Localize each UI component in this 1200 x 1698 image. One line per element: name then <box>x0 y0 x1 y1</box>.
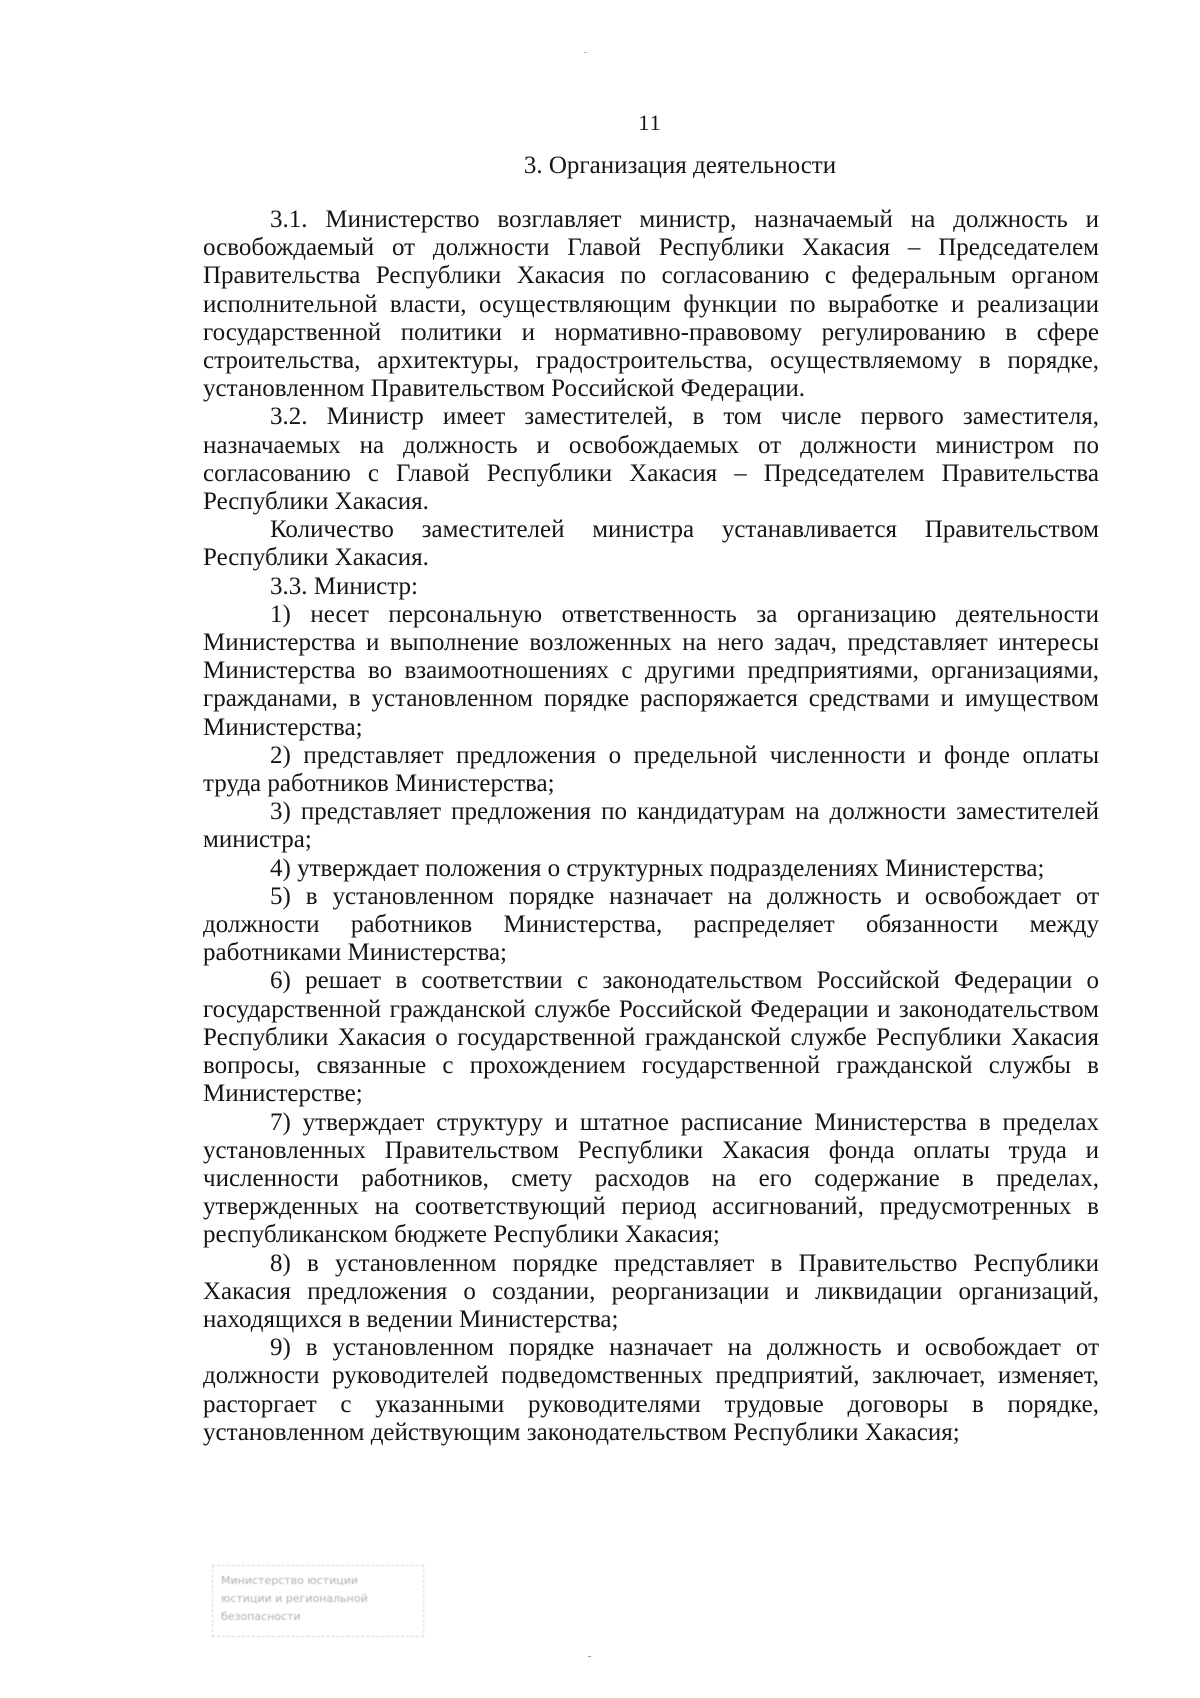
section-title: 3. Организация деятельности <box>523 152 837 179</box>
list-item-8: 8) в установленном порядке представляет в Правительство Республики Хакасия предложения о создании, реорганизации и ликвидации организаций, находящихся в ведении Министерства; <box>203 1249 1099 1333</box>
paragraph-3-2: 3.2. Министр имеет заместителей, в том числе первого заместителя, назначаемых на должность и освобождаемых от должности министром по согласованию с Главой Республики Хакасия – Председателем Правительства Республики Хакасия. <box>203 403 1099 516</box>
list-item-4: 4) утверждает положения о структурных подразделениях Министерства; <box>270 854 1045 882</box>
paragraph-3-1: 3.1. Министерство возглавляет министр, назначаемый на должность и освобождаемый от должности Главой Республики Хакасия – Председателем Правительства Республики Хакасия по согласованию с федеральным органом исполнительной власти, осуществляющим функции по выработке и реализации государственной политики и нормативно-правовому регулированию в сфере строительства, архитектуры, градостроительства, осуществляемому в порядке, установленном Правительством Российской Федерации. <box>203 206 1099 403</box>
list-item-3: 3) представляет предложения по кандидатурам на должности заместителей министра; <box>203 798 1099 854</box>
list-item-5: 5) в установленном порядке назначает на должность и освобождает от должности работников Министерства, распределяет обязанности между работниками Министерства; <box>203 882 1099 967</box>
list-item-9: 9) в установленном порядке назначает на должность и освобождает от должности руководителей подведомственных предприятий, заключает, изменяет, расторгает с указанными руководителями трудовые договоры в порядке, установленном действующим законодательством Республики Хакасия; <box>203 1334 1099 1446</box>
paragraph-deputies-count: Количество заместителей министра устанавливается Правительством Республики Хакасия. <box>203 516 1099 572</box>
page-number: 11 <box>638 110 662 135</box>
scan-mark-bottom <box>588 1656 591 1657</box>
list-item-1: 1) несет персональную ответственность за организацию деятельности Министерства и выполнение возложенных на него задач, представляет интересы Министерства во взаимоотношениях с другими предприятиями, организациями, гражданами, в установленном порядке распоряжается средствами и имуществом Министерства; <box>203 600 1099 741</box>
stamp-line-1: Министерство юстиции <box>221 1574 359 1587</box>
list-item-6: 6) решает в соответствии с законодательством Российской Федерации о государственной гражданской службе Российской Федерации и законодательством Республики Хакасия о государственной гражданской службе Республики Хакасия вопросы, связанные с прохождением государственной гражданской службы в Министерстве; <box>203 967 1099 1108</box>
list-item-2: 2) представляет предложения о предельной численности и фонде оплаты труда работников Министерства; <box>203 741 1099 798</box>
paragraph-3-3: 3.3. Министр: <box>270 572 418 600</box>
list-item-7: 7) утверждает структуру и штатное расписание Министерства в пределах установленных Правительством Республики Хакасия фонда оплаты труда и численности работников, смету расходов на его содержание в пределах, утвержденных на соответствующий период ассигнований, предусмотренных в республиканском бюджете Республики Хакасия; <box>203 1108 1099 1249</box>
stamp-line-2: юстиции и региональной <box>221 1592 368 1605</box>
faded-stamp <box>212 1565 424 1637</box>
stamp-line-3: безопасности <box>221 1610 301 1623</box>
document-body <box>203 206 1099 1447</box>
scan-mark-top <box>584 52 587 53</box>
